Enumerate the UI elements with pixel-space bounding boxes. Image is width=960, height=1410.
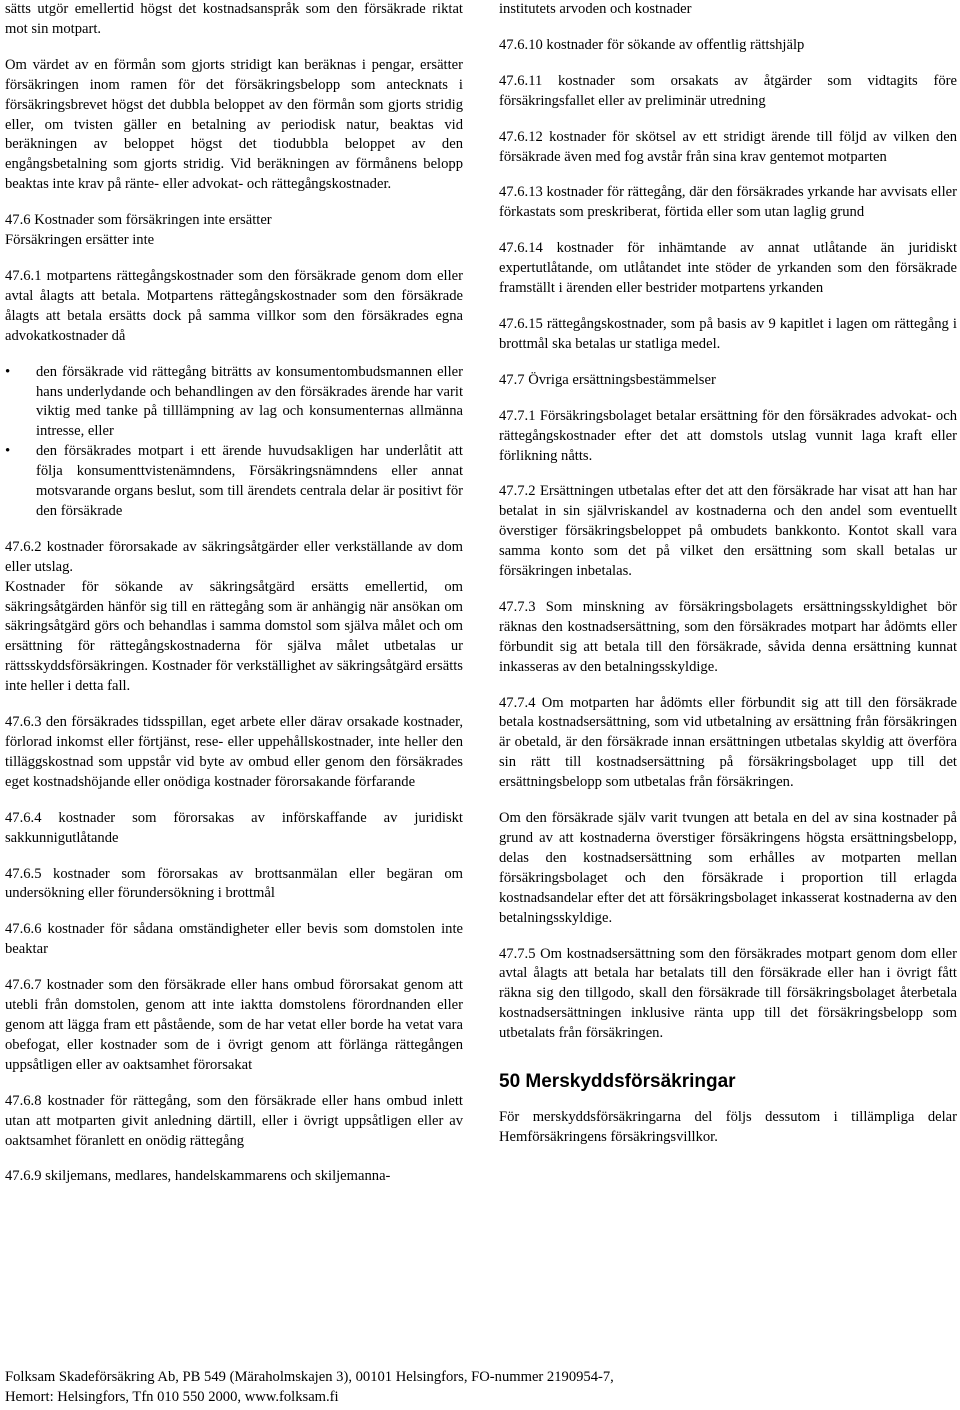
clause-47-6-12: 47.6.12 kostnader för skötsel av ett stridigt ärende till följd av vilken den försäkrade även med fog avstår från sina krav gentemot motparten	[499, 128, 957, 165]
clause-47-7-1: 47.7.1 Försäkringsbolaget betalar ersättning för den försäkrades advokat- och rättegångskostnader efter det att domstols utslag vunnit laga kraft eller förlikning nåtts.	[499, 407, 957, 464]
bullet-list	[5, 363, 463, 522]
subheading-47-6: Försäkringen ersätter inte	[5, 232, 155, 249]
footer-line-company: Folksam Skadeförsäkring Ab, PB 549 (Märaholmskajen 3), 00101 Helsingfors, FO-nummer 2190954-7,	[5, 1369, 614, 1385]
footer-line-contact: Hemort: Helsingfors, Tfn 010 550 2000, www.folksam.fi	[5, 1389, 339, 1405]
clause-47-6-4: 47.6.4 kostnader som förorsakas av införskaffande av juridiskt sakkunnigutlåtande	[5, 809, 463, 846]
clause-47-6-7: 47.6.7 kostnader som den försäkrade eller hans ombud förorsakat genom att utebli från domstolen, genom att inte iaktta domstolens förordnanden eller genom att lägga fram ett påstående, som de har vetat eller borde ha vetat vara obefogat, eller kostnader som de i övrigt genom att förlänga rättegången uppsåtligen eller av oaktsamhet förorsakat	[5, 977, 463, 1073]
clause-47-7-5: 47.7.5 Om kostnadsersättning som den försäkrades motpart genom dom eller avtal ålagts att betala har betalats till den försäkrade eller han i övrigt fått räkna sig den tillgodo, skall den försäkrade till försäkringsbolaget återbetala kostnadsersättningen inklusive ränta upp till det försäkringsbelopp som utbetalats från försäkringen.	[499, 945, 957, 1042]
bullet-item: • den försäkrades motpart i ett ärende huvudsakligen har underlåtit att följa konsumenttvistenämndens, Försäkringsnämndens eller annat motsvarande organs beslut, som till ärendets centrala delar är positivt för den försäkrade	[5, 442, 463, 522]
clause-47-6-6: 47.6.6 kostnader för sådana omständigheter eller bevis som domstolen inte beaktar	[5, 921, 463, 958]
paragraph-intro-continued: sätts utgör emellertid högst det kostnadsanspråk som den försäkrade riktat mot sin motpart.	[5, 1, 463, 37]
clause-47-7-4: 47.7.4 Om motparten har ådömts eller förbundit sig att till den försäkrade betala kostnadsersättning, som vid utbetalning av ersättning från försäkringen är obetald, är den försäkrade innan ersättningen utbetalas skyldig att överföra sin rätt till kostnadsersättning på försäkringsbolaget upp till det ersättningsbelopp som utbetalas från försäkringen.	[499, 694, 957, 791]
clause-47-6-13: 47.6.13 kostnader för rättegång, där den försäkrades yrkande har avvisats eller förkastats som preskriberat, förtida eller som utan laglig grund	[499, 184, 957, 221]
left-column	[5, 0, 463, 1203]
clause-47-7-2: 47.7.2 Ersättningen utbetalas efter det att den försäkrade har visat att han har betalat in sin självriskandel av kostnaderna och den andel som eventuellt överstiger försäkringsbeloppet på ombudets bankkonto. Kontot skall vara samma konto som det på vilket den ersättning som skall betalas ur försäkringen inbetalas.	[499, 483, 957, 580]
right-column	[499, 0, 957, 1164]
clause-47-6-9: 47.6.9 skiljemans, medlares, handelskammarens och skiljemanna-	[5, 1168, 391, 1185]
heading-47-7: 47.7 Övriga ersättningsbestämmelser	[499, 371, 716, 388]
clause-47-6-5: 47.6.5 kostnader som förorsakas av brottsanmälan eller begäran om undersökning eller förundersökning i brottmål	[5, 865, 463, 902]
clause-47-6-3: 47.6.3 den försäkrades tidsspillan, eget arbete eller därav orsakade kostnader, förlorad inkomst eller förtjänst, rese- eller uppehållskostnader, inte heller den tilläggskostnad som uppstår vid byte av ombud eller genom den försäkrades eget kostnadshöjande eller onödiga kostnader förorsakande förfarande	[5, 714, 463, 790]
section-title-50: 50 Merskyddsförsäkringar	[499, 1071, 736, 1093]
clause-47-6-1: 47.6.1 motpartens rättegångskostnader som den försäkrade genom dom eller avtal ålagts att betala. Motpartens rättegångskostnader som den försäkrade ålagts att betala ersätts dock på samma villkor som den försäkrades egna advokatkostnader då	[5, 267, 463, 344]
clause-47-6-14: 47.6.14 kostnader för inhämtande av annat utlåtande än juridiskt expertutlåtande, om utlåtandet inte stöder de yrkanden som den försäkrade framställt i ärenden eller bestrider motpartens yrkanden	[499, 240, 957, 297]
clause-47-6-8: 47.6.8 kostnader för rättegång, som den försäkrade eller hans ombud inlett utan att motparten givit anledning därtill, eller i övrigt uppsåtligen eller av oaktsamhet föranlett en onödig rättegång	[5, 1092, 463, 1149]
heading-47-6: 47.6 Kostnader som försäkringen inte ersätter	[5, 212, 272, 229]
clause-47-6-15: 47.6.15 rättegångskostnader, som på basis av 9 kapitlet i lagen om rättegång i brottmål ska betalas ur statliga medel.	[499, 315, 957, 352]
bullet-item: • den försäkrade vid rättegång biträtts av konsumentombudsmannen eller hans underlydande och behandlingen av den försäkrades ärende har varit viktig med tanke på tilllämpning av lag och konsumenternas allmänna intresse, eller	[5, 363, 463, 443]
clause-47-6-10: 47.6.10 kostnader för sökande av offentlig rättshjälp	[499, 36, 805, 53]
clause-47-6-9-continued: institutets arvoden och kostnader	[499, 1, 692, 17]
clause-47-6-2-continued: Kostnader för sökande av säkringsåtgärd ersätts emellertid, om säkringsåtgärden hänför sig till en rättegång som är anhängig när ansökan om säkringsåtgärd görs och behandlas i samma domstol som själva målet och om ersättning för rättegångskostnaderna för själva målet utbetalas ur rättsskyddsförsäkringen. Kostnader för verkställighet av säkringsåtgärd ersätts inte heller i detta fall.	[5, 578, 463, 695]
paragraph-value-calculation: Om värdet av en förmån som gjorts stridigt kan beräknas i pengar, ersätter försäkringen inom ramen för det försäkringsbelopp som antecknats i försäkringsbrevet högst det dubbla beloppet av den förmån som gjorts stridig eller, om tvisten gäller en betalning av periodisk natur, beaktas vid beräkningen av beloppet högst det tiodubbla beloppet av den engångsbetalning som gjorts stridig. Vid beräkningen av förmånens belopp beaktas inte krav på ränte- eller advokat- och rättegångskostnader.	[5, 56, 463, 193]
paragraph-section-50: För merskyddsförsäkringarna del följs dessutom i tillämpliga delar Hemförsäkringens försäkringsvillkor.	[499, 1109, 957, 1145]
page-footer	[5, 1367, 955, 1407]
clause-47-6-11: 47.6.11 kostnader som orsakats av åtgärder som vidtagits före försäkringsfallet eller av preliminär utredning	[499, 72, 957, 109]
clause-47-6-2: 47.6.2 kostnader förorsakade av säkringsåtgärder eller verkställande av dom eller utslag.	[5, 538, 463, 575]
clause-47-7-3: 47.7.3 Som minskning av försäkringsbolagets ersättningsskyldighet bör räknas den kostnadsersättning, som den försäkrades motpart har ådömts eller förbundit sig att betala till den försäkrade, såvida denna ersättning kunnat inkasseras av den betalningsskyldige.	[499, 598, 957, 675]
paragraph-cost-sharing: Om den försäkrade själv varit tvungen att betala en del av sina kostnader på grund av att kostnaderna överstiger försäkringens högsta ersättningsbelopp, delas den kostnadsersättning som erhålles av motparten mellan försäkringsbolaget och den försäkrade i proportion till erlagda kostnadsandelar efter det att försäkringsbolaget inkasserat kostnaderna av den betalningsskyldige.	[499, 810, 957, 926]
